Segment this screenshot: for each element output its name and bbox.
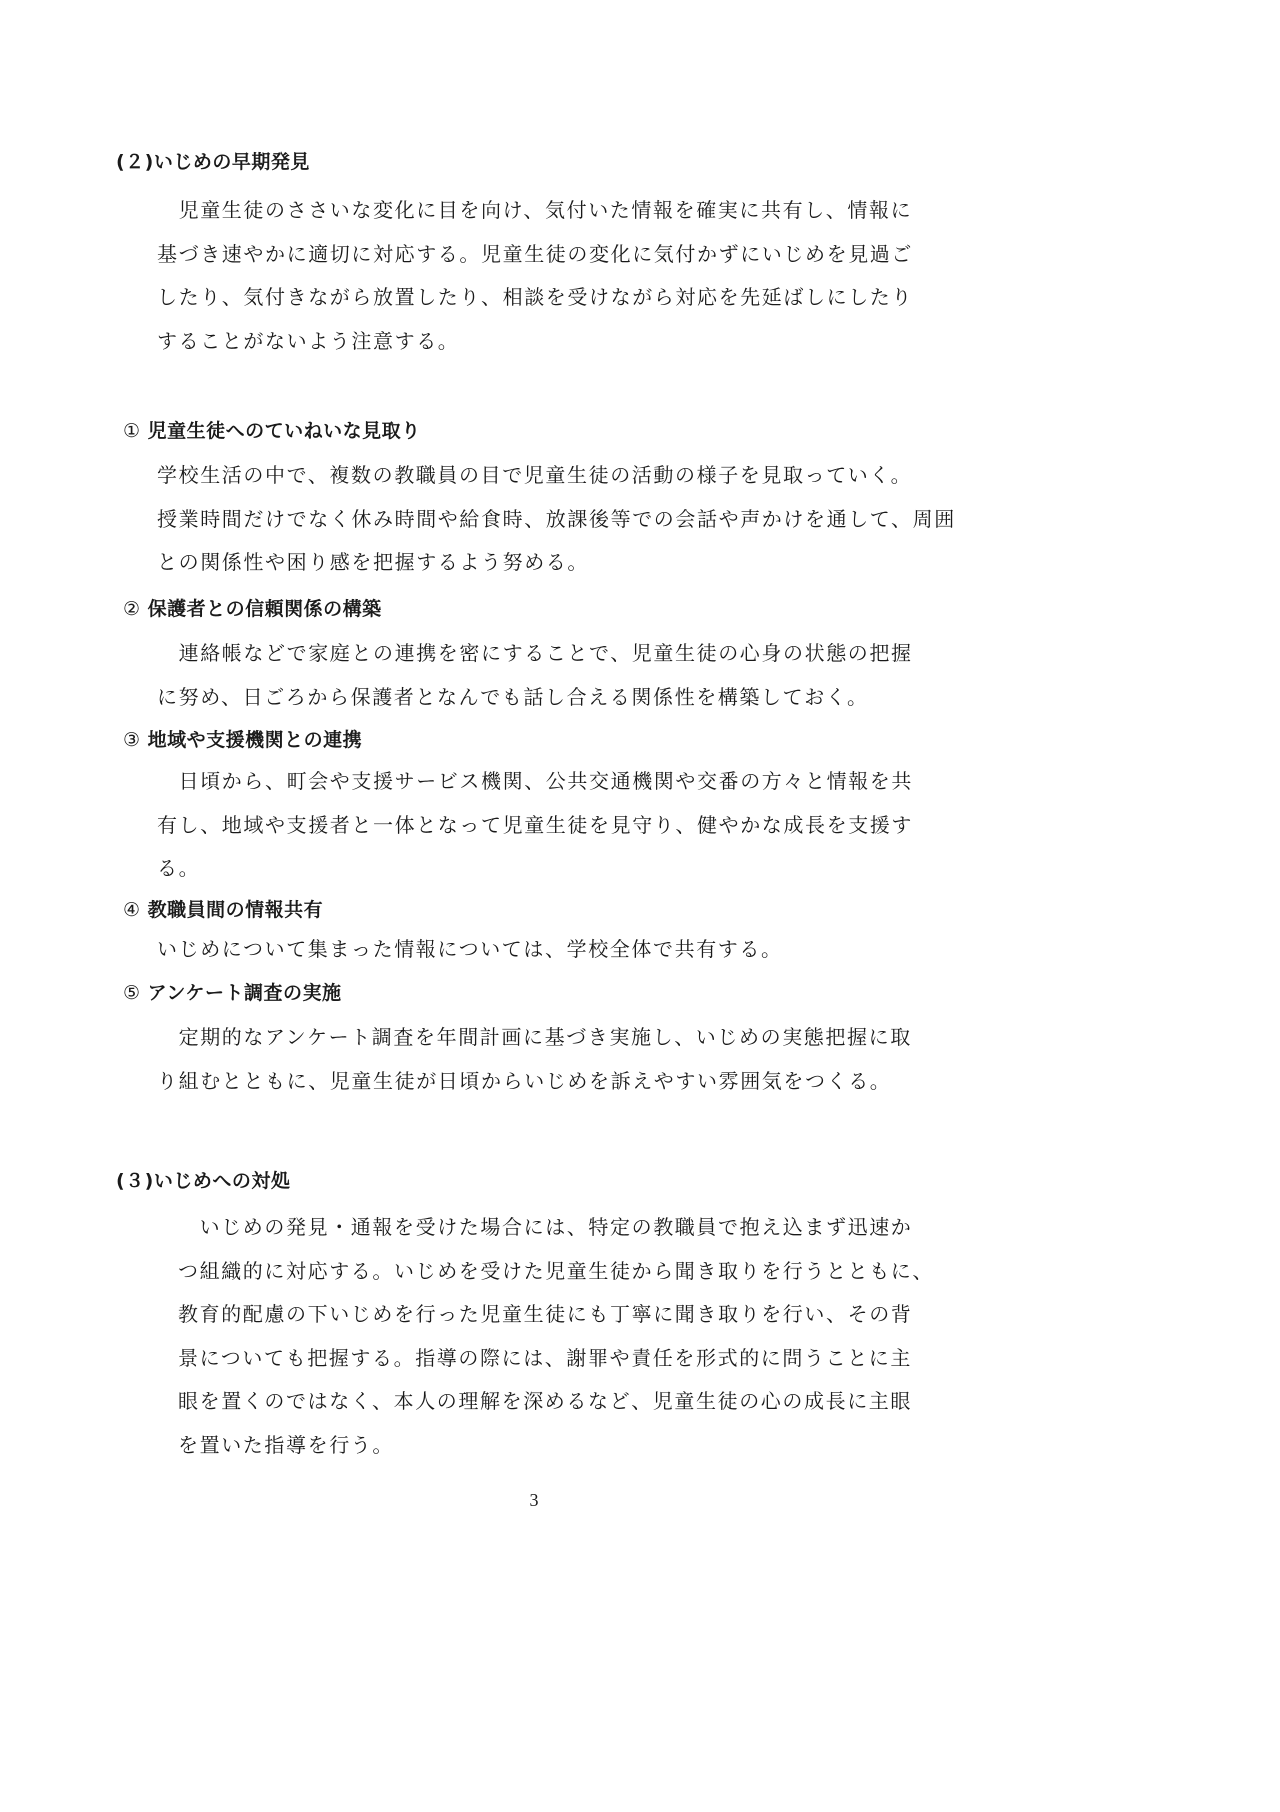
paragraph-line: との関係性や困り感を把握するよう努める。 [157, 550, 589, 574]
item-3-body [157, 760, 913, 891]
item-3-marker: ③ [123, 729, 141, 751]
item-5-body [157, 1016, 912, 1103]
section-2-title: (２)いじめの早期発見 [116, 151, 310, 173]
paragraph-line: 有し、地域や支援者と一体となって児童生徒を見守り、健やかな成長を支援す [157, 812, 913, 837]
item-5-marker: ⑤ [123, 982, 141, 1004]
paragraph-line: 眼を置くのではなく、本人の理解を深めるなど、児童生徒の心の成長に主眼 [178, 1389, 912, 1413]
paragraph-line: 教育的配慮の下いじめを行った児童生徒にも丁寧に聞き取りを行い、その背 [178, 1302, 913, 1326]
paragraph-line: に努め、日ごろから保護者となんでも話し合える関係性を構築しておく。 [157, 684, 869, 709]
item-1-marker: ① [123, 420, 141, 442]
item-4-heading [123, 898, 323, 922]
item-5-heading [123, 981, 342, 1005]
section-2-heading [116, 150, 310, 174]
item-2-marker: ② [123, 598, 141, 620]
page-number: 3 [529, 1490, 539, 1510]
item-3-title: 地域や支援機関との連携 [147, 729, 363, 751]
paragraph-line: る。 [157, 856, 201, 880]
paragraph-line: いじめについて集まった情報については、学校全体で共有する。 [157, 937, 783, 961]
paragraph-line: つ組織的に対応する。いじめを受けた児童生徒から聞き取りを行うとともに、 [178, 1258, 934, 1283]
section-3-heading [116, 1169, 290, 1193]
paragraph-line: を置いた指導を行う。 [178, 1432, 394, 1457]
item-1-title: 児童生徒へのていねいな見取り [147, 420, 421, 442]
section-3-title: (３)いじめへの対処 [116, 1170, 291, 1192]
item-2-heading [123, 597, 382, 621]
paragraph-line: いじめの発見・通報を受けた場合には、特定の教職員で抱え込まず迅速か [178, 1215, 913, 1239]
paragraph-line: 連絡帳などで家庭との連携を密にすることで、児童生徒の心身の状態の把握 [157, 641, 913, 665]
paragraph-line: 児童生徒のささいな変化に目を向け、気付いた情報を確実に共有し、情報に [157, 198, 913, 222]
paragraph-line: 基づき速やかに適切に対応する。児童生徒の変化に気付かずにいじめを見過ご [157, 241, 913, 266]
item-4-body [157, 928, 783, 972]
item-2-title: 保護者との信頼関係の構築 [147, 598, 382, 620]
item-1-heading [123, 419, 421, 443]
section-2-paragraph [157, 189, 913, 363]
paragraph-line: 授業時間だけでなく休み時間や給食時、放課後等での会話や声かけを通して、周囲 [157, 506, 956, 531]
item-5-title: アンケート調査の実施 [147, 982, 342, 1004]
item-2-body [157, 632, 913, 719]
item-4-title: 教職員間の情報共有 [147, 899, 324, 921]
item-3-heading [123, 728, 362, 752]
paragraph-line: り組むとともに、児童生徒が日頃からいじめを訴えやすい雰囲気をつくる。 [157, 1068, 892, 1093]
paragraph-line: 景についても把握する。指導の際には、謝罪や責任を形式的に問うことに主 [178, 1345, 912, 1370]
paragraph-line: したり、気付きながら放置したり、相談を受けながら対応を先延ばしにしたり [157, 285, 913, 309]
item-1-body [157, 454, 956, 585]
paragraph-line: 学校生活の中で、複数の教職員の目で児童生徒の活動の様子を見取っていく。 [157, 463, 913, 487]
paragraph-line: 日頃から、町会や支援サービス機関、公共交通機関や交番の方々と情報を共 [157, 769, 913, 793]
section-3-paragraph [178, 1206, 934, 1467]
paragraph-line: 定期的なアンケート調査を年間計画に基づき実施し、いじめの実態把握に取 [157, 1025, 912, 1049]
item-4-marker: ④ [123, 899, 141, 921]
paragraph-line: することがないよう注意する。 [157, 328, 460, 353]
